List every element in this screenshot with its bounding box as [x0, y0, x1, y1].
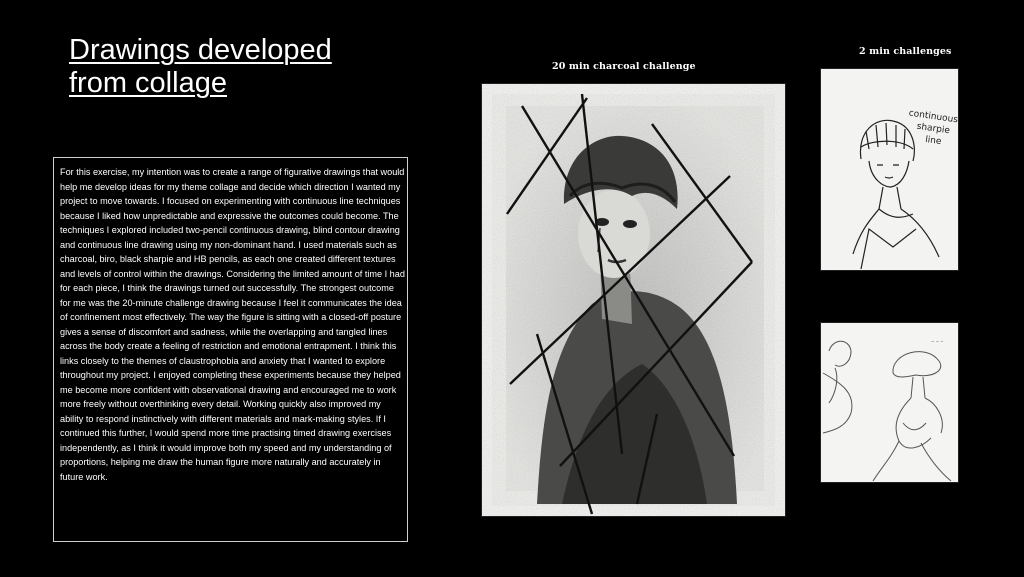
- svg-text:continuous: continuous: [908, 108, 958, 126]
- pencil-sketch-image: [820, 322, 959, 483]
- pencil-sketch-illustration: [821, 323, 958, 482]
- slide-title: [69, 34, 332, 100]
- charcoal-drawing-image: [481, 83, 786, 517]
- slide-title-line-2: from collage: [69, 67, 227, 99]
- svg-text:line: line: [924, 134, 943, 148]
- charcoal-figure-illustration: [482, 84, 785, 516]
- quick-challenges-caption: 2 min challenges: [859, 46, 952, 57]
- sharpie-sketch-image: [820, 68, 959, 271]
- slide-title-line-1: Drawings developed: [69, 34, 332, 66]
- svg-text:sharpie: sharpie: [916, 121, 951, 137]
- sharpie-sketch-illustration: [821, 69, 958, 270]
- reflection-text-box: [53, 157, 408, 542]
- svg-text:~ ~ ~: ~ ~ ~: [931, 339, 944, 344]
- charcoal-caption: 20 min charcoal challenge: [552, 61, 696, 72]
- reflection-paragraph: For this exercise, my intention was to create a range of figurative drawings that would help me develop ideas for my theme collage and decide which direction I wanted my project to move towards. I focused on experimenting with continuous line techniques because I liked how unpredictable and expressive the outcomes could become. The techniques I explored included two-pencil continuous drawing, blind contour drawing and continuous line drawing using my non-dominant hand. I used materials such as charcoal, biro, black sharpie and HB pencils, as each one created different textures and levels of control within the drawings. Considering the limited amount of time I had for each piece, I think the drawings turned out successfully. The strongest outcome for me was the 20-minute challenge drawing because I feel it communicates the idea of confinement most effectively. The way the figure is sitting with a closed-off posture gives a sense of discomfort and sadness, while the overlapping and tangled lines across the body create a feeling of restriction and emotional entrapment. I think this links closely to the themes of claustrophobia and anxiety that I wanted to explore throughout my project. I enjoyed completing these experiments because they helped me become more confident with observational drawing and encouraged me to work more freely without overthinking every detail. Working quickly also improved my ability to respond instinctively with different materials and mark-making styles. If I continued this further, I would spend more time practising timed drawing exercises independently, as I think it would improve both my speed and my understanding of proportions, helping me draw the human figure more naturally and accurately in future work.: [60, 167, 405, 482]
